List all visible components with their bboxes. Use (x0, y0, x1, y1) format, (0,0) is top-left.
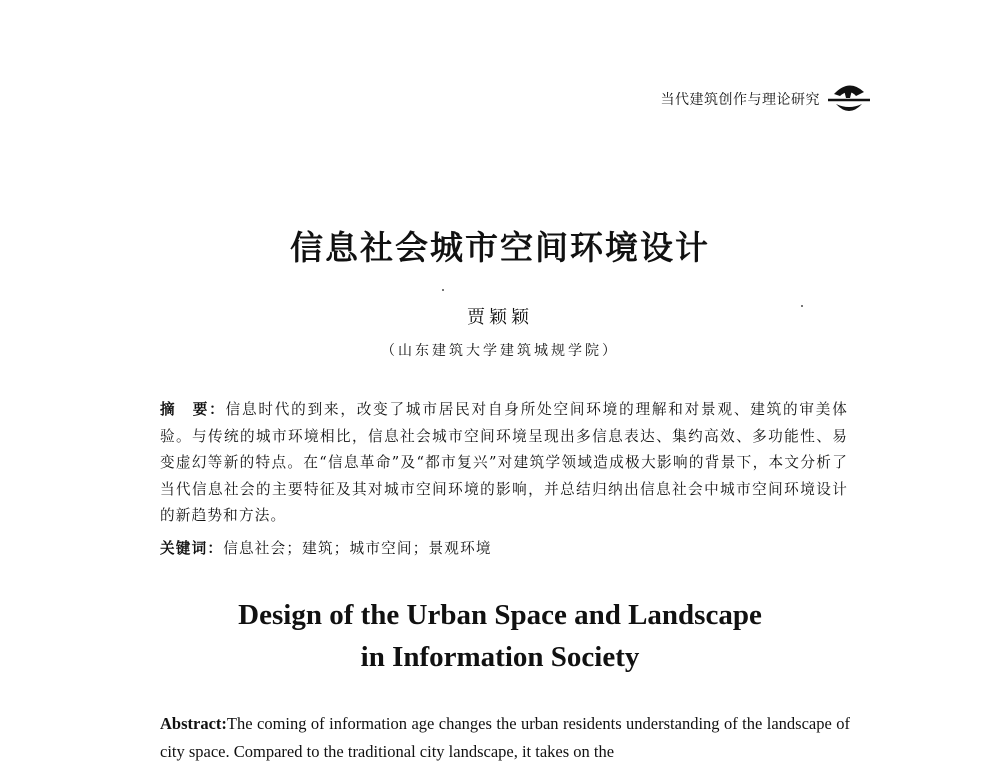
abstract-en (160, 710, 850, 766)
abstract-en-label: Abstract: (160, 714, 227, 733)
paper-title-en (0, 594, 1000, 678)
abstract-cn (160, 397, 848, 530)
abstract-cn-label: 摘 要： (160, 401, 226, 418)
speck (442, 289, 444, 291)
keywords-cn-text: 信息社会；建筑；城市空间；景观环境 (223, 540, 492, 557)
journal-title: 当代建筑创作与理论研究 (660, 92, 820, 108)
abstract-cn-text: 信息时代的到来，改变了城市居民对自身所处空间环境的理解和对景观、建筑的审美体验。与传统的城市环境相比，信息社会城市空间环境呈现出多信息表达、集约高效、多功能性、易变虚幻等新的特点。在“信息革命”及“都市复兴”对建筑学领域造成极大影响的背景下，本文分析了当代信息社会的主要特征及其对城市空间环境的影响，并总结归纳出信息社会中城市空间环境设计的新趋势和方法。 (160, 401, 848, 524)
journal-header (661, 76, 873, 122)
paper-title-en-line2: in Information Society (360, 641, 640, 673)
paper-title-en-line1: Design of the Urban Space and Landscape (238, 599, 762, 631)
paper-title-cn: 信息社会城市空间环境设计 (290, 228, 710, 267)
abstract-en-text: The coming of information age changes the urban residents understanding of the landscape of city space. Compared to the traditional city landscape, it takes on the (160, 714, 850, 761)
journal-logo-icon (826, 76, 872, 122)
author-affiliation: （山东建筑大学建筑城规学院） (381, 343, 619, 359)
keywords-cn (160, 537, 848, 558)
keywords-cn-label: 关键词： (160, 540, 224, 557)
author-name: 贾颖颖 (467, 307, 533, 328)
